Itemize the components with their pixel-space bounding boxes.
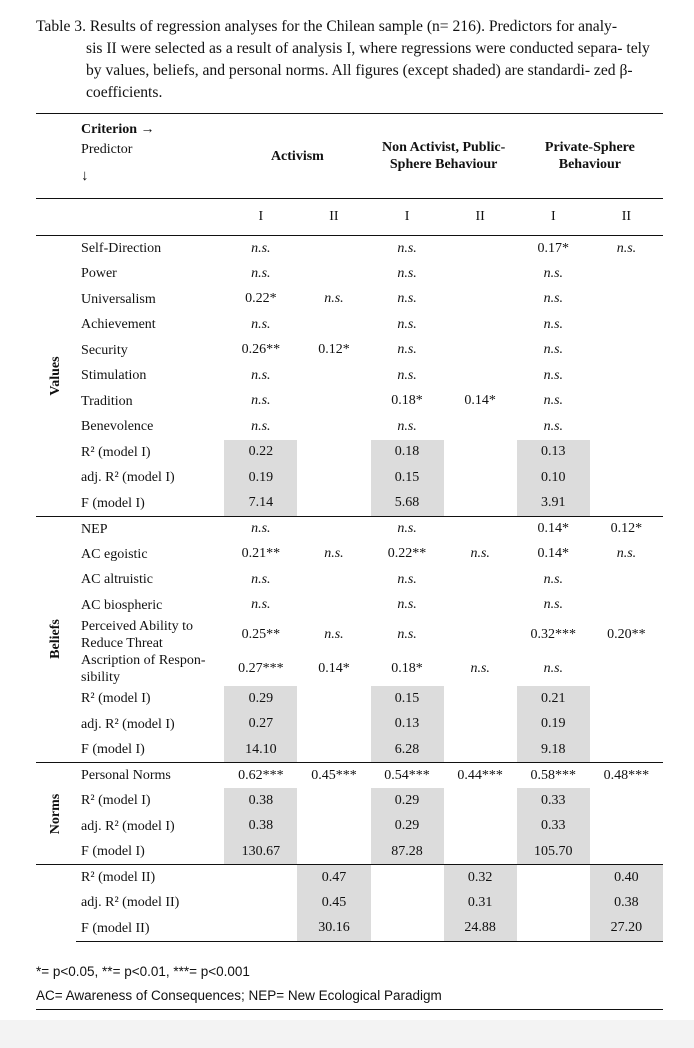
coefficient-cell: 0.32 — [444, 865, 517, 891]
coefficient-cell — [297, 440, 370, 466]
coefficient-cell — [371, 916, 444, 942]
predictor-label: Perceived Ability to Reduce Threat — [81, 619, 194, 651]
coefficient-cell — [297, 491, 370, 517]
coefficient-cell: 0.10 — [517, 465, 590, 491]
footnote-significance: *= p<0.05, **= p<0.01, ***= p<0.001 — [36, 964, 250, 979]
table-row — [36, 338, 663, 364]
coefficient-cell — [297, 788, 370, 814]
group-label-text: Norms — [48, 793, 64, 834]
coefficient-cell: 0.22 — [224, 440, 297, 466]
coefficient-cell: 0.38 — [224, 814, 297, 840]
coefficient-cell: n.s. — [543, 418, 564, 434]
coefficient-cell: n.s. — [397, 597, 417, 613]
coefficient-cell — [444, 287, 517, 313]
criterion-label: Criterion → — [81, 122, 155, 137]
predictor-label: F (model I) — [81, 844, 145, 859]
coefficient-cell: 0.17* — [537, 240, 570, 256]
coefficient-cell — [517, 865, 590, 891]
coefficient-cell: 0.12* — [318, 342, 350, 358]
coefficient-cell — [371, 865, 444, 891]
coefficient-cell: n.s. — [397, 342, 417, 358]
coefficient-cell: 0.27 — [224, 712, 297, 738]
coefficient-cell — [444, 593, 517, 619]
coefficient-cell — [517, 916, 590, 942]
table-caption — [36, 16, 656, 104]
coefficient-cell — [590, 338, 663, 364]
coefficient-cell: 0.38 — [590, 890, 663, 916]
coefficient-cell: 0.13 — [371, 712, 444, 738]
coefficient-cell: 14.10 — [224, 737, 297, 763]
predictor-label: adj. R² (model I) — [81, 470, 175, 486]
coefficient-cell — [297, 712, 370, 738]
coefficient-cell: 0.48*** — [590, 763, 663, 789]
table-row — [36, 389, 663, 415]
coefficient-cell: 0.15 — [371, 465, 444, 491]
coefficient-cell — [590, 491, 663, 517]
page-bottom-margin — [0, 1020, 694, 1048]
coefficient-cell: 24.88 — [444, 916, 517, 942]
coefficient-cell: n.s. — [543, 342, 564, 358]
coefficient-cell — [297, 236, 370, 262]
coefficient-cell — [590, 652, 663, 686]
coefficient-cell — [297, 414, 370, 440]
coefficient-cell: n.s. — [251, 393, 271, 409]
caption-continuation: sis II were selected as a result of analysis I, where regressions were conducted separa- tely by values, beliefs, and personal norms. All figures (except shaded) are standardi- zed β-coefficients. — [86, 40, 650, 101]
coefficient-cell: 0.20** — [607, 627, 646, 642]
coefficient-cell: 130.67 — [224, 839, 297, 865]
coefficient-cell: 0.31 — [444, 890, 517, 916]
predictor-label: Security — [81, 342, 128, 358]
coefficient-cell: n.s. — [616, 546, 637, 562]
coefficient-cell — [590, 287, 663, 313]
coefficient-cell — [444, 363, 517, 389]
table-row — [36, 287, 663, 313]
group-label-beliefs — [36, 516, 76, 763]
table-row — [36, 865, 663, 891]
coefficient-cell — [297, 465, 370, 491]
coefficient-cell — [444, 440, 517, 466]
coefficient-cell: n.s. — [397, 265, 417, 281]
coefficient-cell: n.s. — [224, 516, 297, 542]
table-row — [36, 363, 663, 389]
coefficient-cell — [590, 567, 663, 593]
predictor-label: AC egoistic — [81, 546, 148, 562]
coefficient-cell — [297, 516, 370, 542]
subheader-analysis: II — [297, 199, 370, 236]
coefficient-cell: 0.40 — [590, 865, 663, 891]
subheader-analysis: I — [224, 199, 297, 236]
coefficient-cell — [590, 712, 663, 738]
subheader-analysis: I — [371, 199, 444, 236]
coefficient-cell: n.s. — [397, 316, 417, 332]
coefficient-cell — [444, 839, 517, 865]
coefficient-cell — [590, 440, 663, 466]
coefficient-cell: n.s. — [397, 418, 417, 434]
group-label-model2 — [36, 865, 76, 942]
coefficient-cell: n.s. — [543, 597, 564, 613]
coefficient-cell: 0.33 — [517, 814, 590, 840]
table-row — [36, 593, 663, 619]
coefficient-cell — [590, 737, 663, 763]
table-row — [36, 440, 663, 466]
coefficient-cell — [444, 465, 517, 491]
predictor-label: R² (model I) — [81, 691, 151, 707]
predictor-label: F (model I) — [81, 742, 145, 757]
table-row — [36, 491, 663, 517]
coefficient-cell — [590, 593, 663, 619]
subheader-analysis: II — [590, 199, 663, 236]
coefficient-cell: n.s. — [543, 367, 564, 383]
coefficient-cell: 0.14* — [318, 661, 350, 676]
table-row — [36, 916, 663, 942]
coefficient-cell: n.s. — [371, 516, 444, 542]
coefficient-cell: 0.13 — [517, 440, 590, 466]
coefficient-cell — [297, 814, 370, 840]
coefficient-cell: n.s. — [397, 240, 417, 256]
coefficient-cell — [444, 491, 517, 517]
coefficient-cell: 3.91 — [517, 491, 590, 517]
coefficient-cell — [590, 788, 663, 814]
coefficient-cell: 0.44*** — [444, 763, 517, 789]
group-label-norms — [36, 763, 76, 865]
coefficient-cell: 0.38 — [224, 788, 297, 814]
coefficient-cell: 0.33 — [517, 788, 590, 814]
coefficient-cell: n.s. — [397, 367, 417, 383]
coefficient-cell — [590, 261, 663, 287]
coefficient-cell — [297, 363, 370, 389]
coefficient-cell — [444, 814, 517, 840]
predictor-label: Universalism — [81, 291, 156, 307]
predictor-label: Personal Norms — [76, 763, 224, 789]
arrow-down-icon: ↓ — [81, 168, 89, 184]
coefficient-cell: 0.18 — [371, 440, 444, 466]
coefficient-cell: 0.47 — [297, 865, 370, 891]
coefficient-cell — [444, 618, 517, 652]
coefficient-cell: n.s. — [251, 240, 271, 256]
coefficient-cell — [224, 890, 297, 916]
coefficient-cell: 0.18* — [391, 393, 423, 409]
group-label-text: Beliefs — [48, 619, 64, 660]
coefficient-cell: 0.32*** — [530, 627, 577, 642]
coefficient-cell: 0.21 — [517, 686, 590, 712]
coefficient-cell — [297, 593, 370, 619]
coefficient-cell: 87.28 — [371, 839, 444, 865]
coefficient-cell: n.s. — [616, 240, 637, 256]
predictor-label: R² (model I) — [81, 444, 151, 460]
coefficient-cell — [444, 516, 517, 542]
header-activism: Activism — [224, 114, 370, 199]
predictor-label: Benevolence — [81, 419, 154, 435]
coefficient-cell — [297, 686, 370, 712]
coefficient-cell: 0.27*** — [238, 661, 284, 676]
group-label-text: Values — [48, 356, 64, 396]
coefficient-cell — [444, 312, 517, 338]
coefficient-cell: n.s. — [251, 418, 271, 434]
coefficient-cell — [371, 890, 444, 916]
coefficient-cell — [297, 261, 370, 287]
coefficient-cell: 0.62*** — [224, 763, 297, 789]
table-row — [36, 686, 663, 712]
coefficient-cell: n.s. — [251, 265, 271, 281]
table-row — [36, 261, 663, 287]
predictor-label: Predictor — [81, 142, 133, 157]
table-row — [36, 618, 663, 652]
footnote-abbreviations: AC= Awareness of Consequences; NEP= New Ecological Paradigm — [36, 988, 442, 1003]
header-public-sphere: Non Activist, Public-Sphere Behaviour — [371, 114, 517, 199]
coefficient-cell — [444, 712, 517, 738]
coefficient-cell — [590, 814, 663, 840]
coefficient-cell — [224, 865, 297, 891]
coefficient-cell: n.s. — [543, 393, 564, 409]
header-private-sphere: Private-Sphere Behaviour — [517, 114, 663, 199]
coefficient-cell: 0.22* — [245, 291, 277, 307]
table-row — [36, 312, 663, 338]
table-row — [36, 839, 663, 865]
coefficient-cell: n.s. — [397, 291, 417, 307]
coefficient-cell: 105.70 — [517, 839, 590, 865]
coefficient-cell: n.s. — [470, 546, 490, 562]
coefficient-cell: 27.20 — [590, 916, 663, 942]
coefficient-cell — [444, 261, 517, 287]
predictor-label: adj. R² (model I) — [81, 716, 175, 732]
coefficient-cell — [297, 737, 370, 763]
coefficient-cell — [590, 363, 663, 389]
coefficient-cell: n.s. — [470, 661, 490, 676]
predictor-label: Tradition — [81, 393, 133, 409]
coefficient-cell: n.s. — [251, 367, 271, 383]
group-label-values — [36, 236, 76, 517]
coefficient-cell: 0.54*** — [371, 763, 444, 789]
coefficient-cell: 0.29 — [371, 788, 444, 814]
coefficient-cell: n.s. — [324, 546, 344, 562]
coefficient-cell — [297, 839, 370, 865]
coefficient-cell — [444, 686, 517, 712]
header-criterion-predictor — [76, 114, 224, 199]
subheader-analysis: I — [517, 199, 590, 236]
coefficient-cell: 6.28 — [371, 737, 444, 763]
coefficient-cell — [297, 389, 370, 415]
coefficient-cell — [590, 312, 663, 338]
predictor-label: F (model II) — [76, 916, 224, 942]
coefficient-cell: n.s. — [251, 597, 271, 613]
coefficient-cell: n.s. — [543, 291, 564, 307]
coefficient-cell — [297, 567, 370, 593]
table-row — [36, 712, 663, 738]
coefficient-cell: 9.18 — [517, 737, 590, 763]
predictor-label: NEP — [76, 516, 224, 542]
coefficient-cell — [444, 338, 517, 364]
coefficient-cell: 0.45*** — [297, 763, 370, 789]
coefficient-cell: 0.25** — [241, 627, 281, 642]
predictor-label: adj. R² (model I) — [81, 818, 175, 834]
coefficient-cell: 0.22** — [387, 546, 427, 562]
coefficient-cell: 0.29 — [224, 686, 297, 712]
regression-table — [36, 113, 663, 942]
coefficient-cell — [590, 839, 663, 865]
coefficient-cell: 0.21** — [241, 546, 281, 562]
coefficient-cell — [444, 567, 517, 593]
predictor-label: R² (model I) — [81, 793, 151, 809]
predictor-label: AC altruistic — [81, 572, 153, 588]
coefficient-cell: 0.45 — [297, 890, 370, 916]
coefficient-cell: 0.12* — [590, 516, 663, 542]
table-row — [36, 236, 663, 262]
coefficient-cell — [444, 737, 517, 763]
coefficient-cell: 0.14* — [537, 546, 570, 562]
coefficient-cell: 0.15 — [371, 686, 444, 712]
coefficient-cell — [590, 389, 663, 415]
coefficient-cell: n.s. — [543, 571, 564, 587]
coefficient-cell — [444, 236, 517, 262]
coefficient-cell: 0.14* — [517, 516, 590, 542]
coefficient-cell: n.s. — [543, 316, 564, 332]
predictor-label: R² (model II) — [76, 865, 224, 891]
coefficient-cell: 30.16 — [297, 916, 370, 942]
predictor-label: AC biospheric — [81, 597, 163, 613]
table-row — [36, 567, 663, 593]
coefficient-cell: 7.14 — [224, 491, 297, 517]
predictor-label: adj. R² (model II) — [81, 895, 180, 911]
coefficient-cell — [224, 916, 297, 942]
coefficient-cell: n.s. — [397, 627, 417, 642]
table-row — [36, 414, 663, 440]
predictor-label: F (model I) — [81, 495, 145, 511]
coefficient-cell: n.s. — [543, 265, 564, 281]
table-row — [36, 465, 663, 491]
coefficient-cell: n.s. — [251, 571, 271, 587]
coefficient-cell: 5.68 — [371, 491, 444, 517]
predictor-label: Achievement — [81, 317, 156, 333]
predictor-label: Ascription of Respon- sibility — [81, 653, 206, 685]
coefficient-cell: n.s. — [543, 661, 564, 676]
coefficient-cell — [590, 686, 663, 712]
table-row — [36, 890, 663, 916]
predictor-label: Stimulation — [81, 368, 147, 384]
table-row — [36, 814, 663, 840]
table-row — [36, 788, 663, 814]
caption-first-line: Table 3. Results of regression analyses for the Chilean sample (n= 216). Predictors for analy- — [36, 18, 618, 35]
coefficient-cell: 0.29 — [371, 814, 444, 840]
table-row — [36, 737, 663, 763]
predictor-label: Self-Direction — [81, 241, 162, 256]
table-row — [36, 516, 663, 542]
coefficient-cell: 0.26** — [241, 342, 281, 358]
coefficient-cell — [444, 414, 517, 440]
coefficient-cell — [590, 414, 663, 440]
coefficient-cell — [590, 465, 663, 491]
coefficient-cell: 0.14* — [464, 393, 496, 409]
coefficient-cell: 0.19 — [517, 712, 590, 738]
subheader-analysis: II — [444, 199, 517, 236]
coefficient-cell: 0.58*** — [517, 763, 590, 789]
predictor-label: Power — [81, 266, 117, 282]
coefficient-cell: n.s. — [397, 571, 417, 587]
coefficient-cell: n.s. — [324, 627, 344, 642]
coefficient-cell: 0.19 — [224, 465, 297, 491]
coefficient-cell — [517, 890, 590, 916]
table-row — [36, 652, 663, 686]
bottom-rule — [36, 1009, 663, 1010]
coefficient-cell: n.s. — [251, 316, 271, 332]
coefficient-cell — [297, 312, 370, 338]
coefficient-cell: 0.18* — [391, 661, 423, 676]
table-row — [36, 542, 663, 568]
table-row — [36, 763, 663, 789]
coefficient-cell — [444, 788, 517, 814]
coefficient-cell: n.s. — [324, 291, 344, 307]
